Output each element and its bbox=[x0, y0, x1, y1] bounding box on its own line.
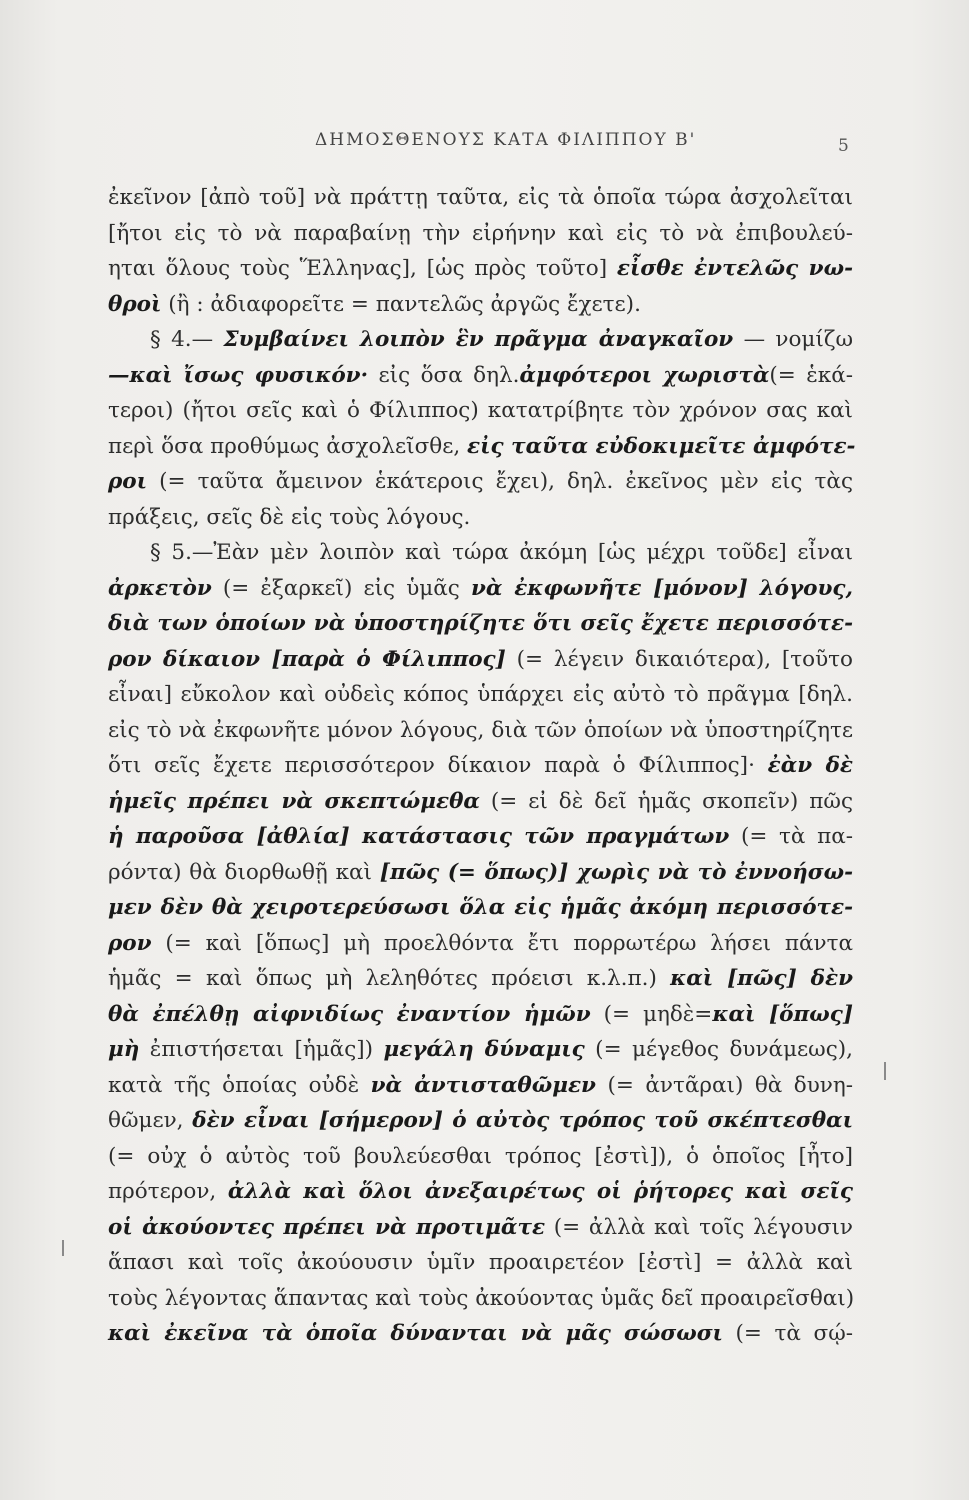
plain-text: (= οὐχ ὁ αὐτὸς τοῦ βουλεύεσθαι τρόπος [ἐστὶ]), ὁ ὁποῖος [ἦτο] bbox=[108, 1143, 853, 1169]
plain-text: ἅπασι καὶ τοῖς ἀκούουσιν ὑμῖν προαιρετέον [ἐστὶ] = ἀλλὰ καὶ bbox=[108, 1250, 853, 1275]
plain-text: (= τὰ πα- bbox=[729, 824, 853, 849]
page-number: 5 bbox=[838, 136, 849, 156]
running-header bbox=[0, 130, 969, 160]
emphasized-text: καὶ ἐκεῖνα τὰ ὁποῖα δύνανται νὰ μᾶς σώσωσι bbox=[108, 1321, 723, 1346]
text-line bbox=[108, 393, 853, 429]
text-line bbox=[108, 819, 853, 855]
plain-text: ρόντα) θὰ διορθωθῇ καὶ bbox=[108, 859, 380, 885]
plain-text: εἶναι] εὔκολον καὶ οὐδεὶς κόπος ὑπάρχει εἰς αὐτὸ τὸ πρᾶγμα [δηλ. bbox=[108, 682, 853, 707]
emphasized-text: ἀμφότεροι χωριστὰ bbox=[519, 362, 770, 388]
emphasized-text: [πῶς (= ὅπως)] χωρὶς νὰ τὸ ἐννοήσω- bbox=[379, 859, 853, 885]
text-line bbox=[108, 1316, 853, 1352]
text-line bbox=[108, 180, 853, 216]
text-line bbox=[108, 1103, 853, 1139]
text-line bbox=[108, 606, 853, 642]
text-line bbox=[108, 1210, 853, 1246]
text-line bbox=[108, 784, 853, 820]
emphasized-text: θροὶ bbox=[108, 291, 162, 317]
emphasized-text: Συμβαίνει λοιπὸν ἓν πρᾶγμα ἀναγκαῖον bbox=[223, 327, 734, 352]
text-line bbox=[108, 997, 853, 1033]
plain-text: (= μηδὲ= bbox=[590, 1001, 713, 1027]
text-line bbox=[108, 464, 853, 500]
emphasized-text: νὰ ἀντισταθῶμεν bbox=[370, 1072, 596, 1098]
emphasized-text: ρον δίκαιον [παρὰ ὁ Φίλιππος] bbox=[108, 646, 506, 672]
text-line bbox=[108, 855, 853, 891]
text-line bbox=[108, 961, 853, 997]
text-line bbox=[108, 1174, 853, 1210]
text-line bbox=[108, 216, 853, 252]
emphasized-text: μὴ bbox=[108, 1037, 140, 1062]
emphasized-text: ἐὰν δὲ bbox=[767, 753, 853, 778]
plain-text: (= ἑκά- bbox=[769, 362, 853, 388]
plain-text: (= τὰ σῴ- bbox=[722, 1321, 853, 1346]
emphasized-text: —καὶ ἴσως φυσικόν· bbox=[108, 362, 369, 388]
emphasized-text: μεν δὲν θὰ χειροτερεύσωσι ὅλα εἰς ἡμᾶς ἀκόμη περισσότε- bbox=[108, 895, 853, 920]
text-line bbox=[108, 500, 853, 536]
text-line bbox=[108, 1068, 853, 1104]
plain-text: ἐκεῖνον [ἀπὸ τοῦ] νὰ πράττῃ ταῦτα, εἰς τὰ ὁποῖα τώρα ἀσχολεῖται bbox=[108, 185, 853, 210]
plain-text: [ἤτοι εἰς τὸ νὰ παραβαίνῃ τὴν εἰρήνην καὶ εἰς τὸ νὰ ἐπιβουλεύ- bbox=[108, 220, 853, 246]
plain-text: (= εἰ δὲ δεῖ ἡμᾶς σκοπεῖν) πῶς bbox=[479, 788, 853, 814]
plain-text: (= ἀντᾶραι) θὰ δυνη- bbox=[595, 1072, 853, 1098]
body-text bbox=[108, 180, 856, 1352]
plain-text: περὶ ὅσα προθύμως ἀσχολεῖσθε, bbox=[108, 433, 468, 459]
plain-text: θῶμεν, bbox=[108, 1108, 193, 1133]
running-title: ΔΗΜΟΣΘΕΝΟΥΣ ΚΑΤΑ ΦΙΛΙΠΠΟΥ Β' bbox=[315, 130, 697, 150]
emphasized-text: ρον bbox=[108, 930, 152, 956]
plain-text: (= λέγειν δικαιότερα), [τοῦτο bbox=[505, 646, 854, 672]
emphasized-text: εἶσθε ἐντελῶς νω- bbox=[616, 256, 853, 281]
text-line bbox=[108, 358, 853, 394]
plain-text: § 5.—Ἐὰν μὲν λοιπὸν καὶ τώρα ἀκόμη [ὡς μέχρι τοῦδε] εἶναι bbox=[150, 540, 853, 565]
margin-mark bbox=[62, 1240, 64, 1256]
margin-mark bbox=[884, 1062, 886, 1080]
emphasized-text: ἡ παροῦσα [ἀθλία] κατάστασις τῶν πραγμάτων bbox=[108, 824, 730, 849]
emphasized-text: ροι bbox=[108, 469, 148, 494]
text-line bbox=[108, 1139, 853, 1175]
emphasized-text: ἀλλὰ καὶ ὅλοι ἀνεξαιρέτως οἱ ῥήτορες καὶ σεῖς bbox=[227, 1179, 853, 1204]
text-line bbox=[108, 322, 853, 358]
text-line bbox=[108, 642, 853, 678]
emphasized-text: ἀρκετὸν bbox=[108, 575, 212, 601]
text-line bbox=[108, 748, 853, 784]
text-line bbox=[108, 571, 853, 607]
plain-text: (= ταῦτα ἄμεινον ἑκάτεροις ἔχει), δηλ. ἐκεῖνος μὲν εἰς τὰς bbox=[147, 469, 853, 494]
emphasized-text: καὶ [ὅπως] bbox=[712, 1001, 853, 1027]
plain-text: — νομίζω bbox=[733, 327, 854, 352]
emphasized-text: οἱ ἀκούοντες πρέπει νὰ προτιμᾶτε bbox=[108, 1214, 546, 1240]
text-line bbox=[108, 429, 856, 465]
text-line bbox=[108, 677, 853, 713]
plain-text: (= καὶ [ὅπως] μὴ προελθόντα ἔτι πορρωτέρω λήσει πάντα bbox=[151, 930, 853, 956]
text-line bbox=[108, 535, 853, 571]
plain-text: ηται ὅλους τοὺς Ἕλληνας], [ὡς πρὸς τοῦτο] bbox=[108, 256, 617, 281]
text-line bbox=[108, 890, 853, 926]
emphasized-text: θὰ ἐπέλθῃ αἰφνιδίως ἐναντίον ἡμῶν bbox=[108, 1001, 591, 1027]
text-line bbox=[108, 926, 853, 962]
emphasized-text: καὶ [πῶς] δὲν bbox=[670, 966, 853, 991]
text-line bbox=[108, 1245, 853, 1281]
text-line bbox=[108, 713, 853, 749]
plain-text: ἡμᾶς = καὶ ὅπως μὴ λεληθότες πρόεισι κ.λ.π.) bbox=[108, 966, 671, 991]
emphasized-text: ἡμεῖς πρέπει νὰ σκεπτώμεθα bbox=[108, 788, 480, 814]
plain-text: πρότερον, bbox=[108, 1179, 228, 1204]
plain-text: κατὰ τῆς ὁποίας οὐδὲ bbox=[108, 1072, 371, 1098]
plain-text: (= μέγεθος δυνάμεως), bbox=[584, 1037, 853, 1062]
emphasized-text: νὰ ἐκφωνῆτε [μόνον] λόγους, bbox=[470, 575, 854, 601]
plain-text: (= ἀλλὰ καὶ τοῖς λέγουσιν bbox=[545, 1214, 853, 1240]
plain-text: εἰς ὅσα δηλ. bbox=[368, 362, 520, 388]
text-line bbox=[108, 1281, 853, 1317]
text-line bbox=[108, 251, 853, 287]
plain-text: ὅτι σεῖς ἔχετε περισσότερον δίκαιον παρὰ ὁ Φίλιππος]· bbox=[108, 753, 768, 778]
plain-text: § 4.— bbox=[150, 327, 224, 352]
text-line bbox=[108, 1032, 853, 1068]
plain-text: τεροι) (ἤτοι σεῖς καὶ ὁ Φίλιππος) κατατρίβητε τὸν χρόνον σας καὶ bbox=[108, 398, 853, 423]
plain-text: πράξεις, σεῖς δὲ εἰς τοὺς λόγους. bbox=[108, 504, 471, 530]
emphasized-text: διὰ των ὁποίων νὰ ὑποστηρίζητε ὅτι σεῖς ἔχετε περισσότε- bbox=[108, 611, 853, 636]
emphasized-text: μεγάλη δύναμις bbox=[383, 1037, 585, 1062]
text-line bbox=[108, 287, 853, 323]
emphasized-text: εἰς ταῦτα εὐδοκιμεῖτε ἀμφότε- bbox=[467, 433, 856, 459]
plain-text: ἐπιστήσεται [ἡμᾶς]) bbox=[139, 1037, 384, 1062]
plain-text: (ἢ : ἀδιαφορεῖτε = παντελῶς ἀργῶς ἔχετε). bbox=[161, 291, 641, 317]
plain-text: (= ἐξαρκεῖ) εἰς ὑμᾶς bbox=[211, 575, 471, 601]
plain-text: εἰς τὸ νὰ ἐκφωνῆτε μόνον λόγους, διὰ τῶν ὁποίων νὰ ὑποστηρίζητε bbox=[108, 717, 853, 743]
emphasized-text: δὲν εἶναι [σήμερον] ὁ αὐτὸς τρόπος τοῦ σκέπτεσθαι bbox=[192, 1108, 853, 1133]
plain-text: τοὺς λέγοντας ἅπαντας καὶ τοὺς ἀκούοντας ὑμᾶς δεῖ προαιρεῖσθαι) bbox=[108, 1285, 855, 1311]
